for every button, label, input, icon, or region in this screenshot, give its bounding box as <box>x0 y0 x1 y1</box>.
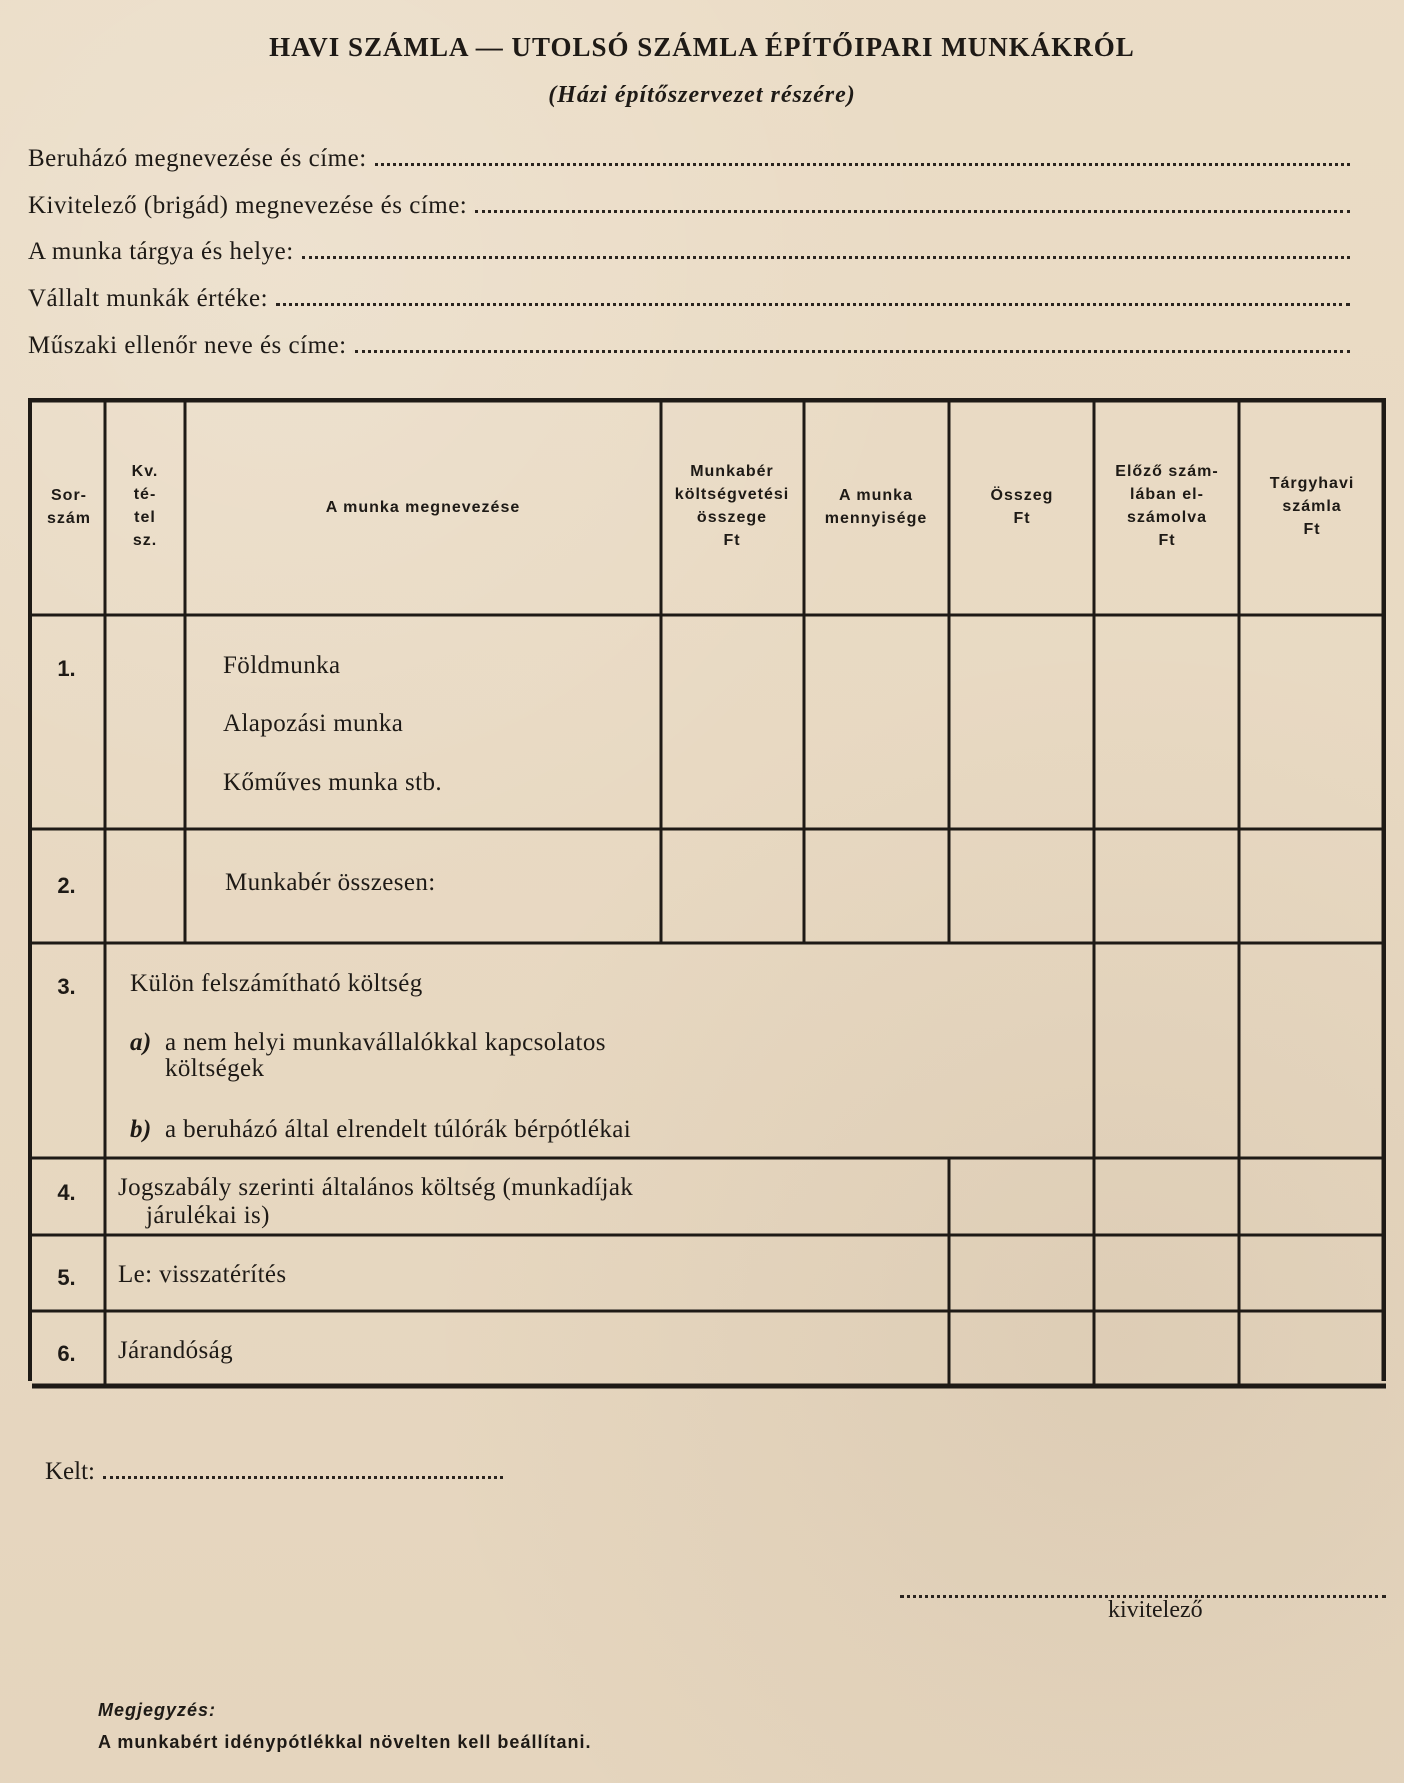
row3-a-text-line1: a nem helyi munkavállalókkal kapcsolatos <box>165 1029 606 1056</box>
header-targyhavi-line1: Tárgyhavi <box>1269 475 1355 492</box>
header-elozo-line1: Előző szám- <box>1115 463 1219 480</box>
row6-jarandosag: Járandóság <box>118 1337 234 1364</box>
header-elozo-szamlaban <box>1100 460 1234 552</box>
row4-text-line2: járulékai is) <box>146 1202 270 1229</box>
row1-item-komuves: Kőműves munka stb. <box>223 769 442 796</box>
kivitelezo-fill-line <box>475 192 1350 213</box>
header-mennyiseg-line2: mennyisége <box>824 510 928 527</box>
kelt-fill-line <box>103 1458 503 1479</box>
header-kv-line3: tel <box>134 509 156 526</box>
kivitelezo-field <box>28 192 1350 220</box>
header-elozo-line3: számolva <box>1126 509 1208 526</box>
muszaki-ellenor-label: Műszaki ellenőr neve és címe: <box>28 332 347 359</box>
row-number: 4. <box>57 1180 76 1205</box>
row1-item-alapozas: Alapozási munka <box>223 710 404 737</box>
header-osszeg <box>956 484 1088 530</box>
vallalt-munkak-label: Vállalt munkák értéke: <box>28 285 269 312</box>
row3-kulon-koltseg: Külön felszámítható költség <box>130 970 423 997</box>
beruhazo-label: Beruházó megnevezése és címe: <box>28 145 367 172</box>
beruhazo-fill-line <box>375 145 1350 166</box>
kivitelezo-signature-label: kivitelező <box>1108 1597 1203 1623</box>
vallalt-munkak-fill-line <box>276 285 1350 306</box>
munka-targya-field <box>28 238 1350 266</box>
munka-targya-label: A munka tárgya és helye: <box>28 238 294 265</box>
header-elozo-line4: Ft <box>1158 532 1176 549</box>
header-elozo-line2: lában el- <box>1130 486 1204 503</box>
header-targyhavi-line3: Ft <box>1303 521 1321 538</box>
header-osszeg-line1: Összeg <box>990 487 1054 504</box>
header-sorszam <box>36 484 102 530</box>
row-number: 5. <box>57 1265 76 1290</box>
row1-item-foldmunka: Földmunka <box>223 652 341 679</box>
muszaki-ellenor-field <box>28 332 1350 360</box>
header-munkaber <box>668 460 796 552</box>
header-kv-line1: Kv. <box>131 463 159 480</box>
header-osszeg-line2: Ft <box>1013 510 1031 527</box>
row3-a-marker: a) <box>130 1029 152 1056</box>
header-megnevezes <box>193 496 653 519</box>
vallalt-munkak-field <box>28 285 1350 313</box>
header-munkaber-line2: költségvetési <box>674 486 790 503</box>
munka-targya-fill-line <box>302 238 1350 259</box>
row2-munkaber-osszesen: Munkabér összesen: <box>225 869 436 896</box>
header-kv-tetel <box>114 460 176 552</box>
header-kv-line4: sz. <box>132 532 158 549</box>
header-munkaber-line1: Munkabér <box>690 463 774 480</box>
row-number: 6. <box>57 1341 76 1366</box>
row3-a-text-line2: költségek <box>165 1055 265 1082</box>
header-sorszam-line2: szám <box>46 510 92 527</box>
muszaki-ellenor-fill-line <box>355 332 1350 353</box>
header-sorszam-line1: Sor- <box>51 487 87 504</box>
note-text: A munkabért idénypótlékkal növelten kell beállítani. <box>98 1732 592 1752</box>
header-targyhavi-line2: számla <box>1282 498 1342 515</box>
row-number: 1. <box>57 656 76 681</box>
header-mennyiseg-line1: A munka <box>839 487 913 504</box>
invoice-table <box>28 398 1386 1390</box>
row4-text-line1: Jogszabály szerinti általános költség (munkadíjak <box>118 1174 634 1201</box>
header-munkaber-line4: Ft <box>723 532 741 549</box>
row3-b-marker: b) <box>130 1116 152 1143</box>
note-title: Megjegyzés: <box>98 1700 217 1720</box>
document-title: HAVI SZÁMLA — UTOLSÓ SZÁMLA ÉPÍTŐIPARI MUNKÁKRÓL <box>269 32 1135 62</box>
header-megnevezes-text: A munka megnevezése <box>325 499 521 516</box>
kelt-field <box>45 1458 545 1486</box>
header-mennyiseg <box>810 484 942 530</box>
kivitelezo-label: Kivitelező (brigád) megnevezése és címe: <box>28 192 468 219</box>
header-targyhavi <box>1245 472 1379 541</box>
row3-b-text: a beruházó által elrendelt túlórák bérpótlékai <box>165 1116 632 1143</box>
document-subtitle: (Házi építőszervezet részére) <box>548 82 856 108</box>
header-munkaber-line3: összege <box>696 509 768 526</box>
row-number: 2. <box>57 873 76 898</box>
beruhazo-field <box>28 145 1350 173</box>
header-kv-line2: té- <box>133 486 157 503</box>
row-number: 3. <box>57 974 76 999</box>
row5-visszaterites: Le: visszatérítés <box>118 1261 287 1288</box>
kelt-label: Kelt: <box>45 1458 95 1485</box>
